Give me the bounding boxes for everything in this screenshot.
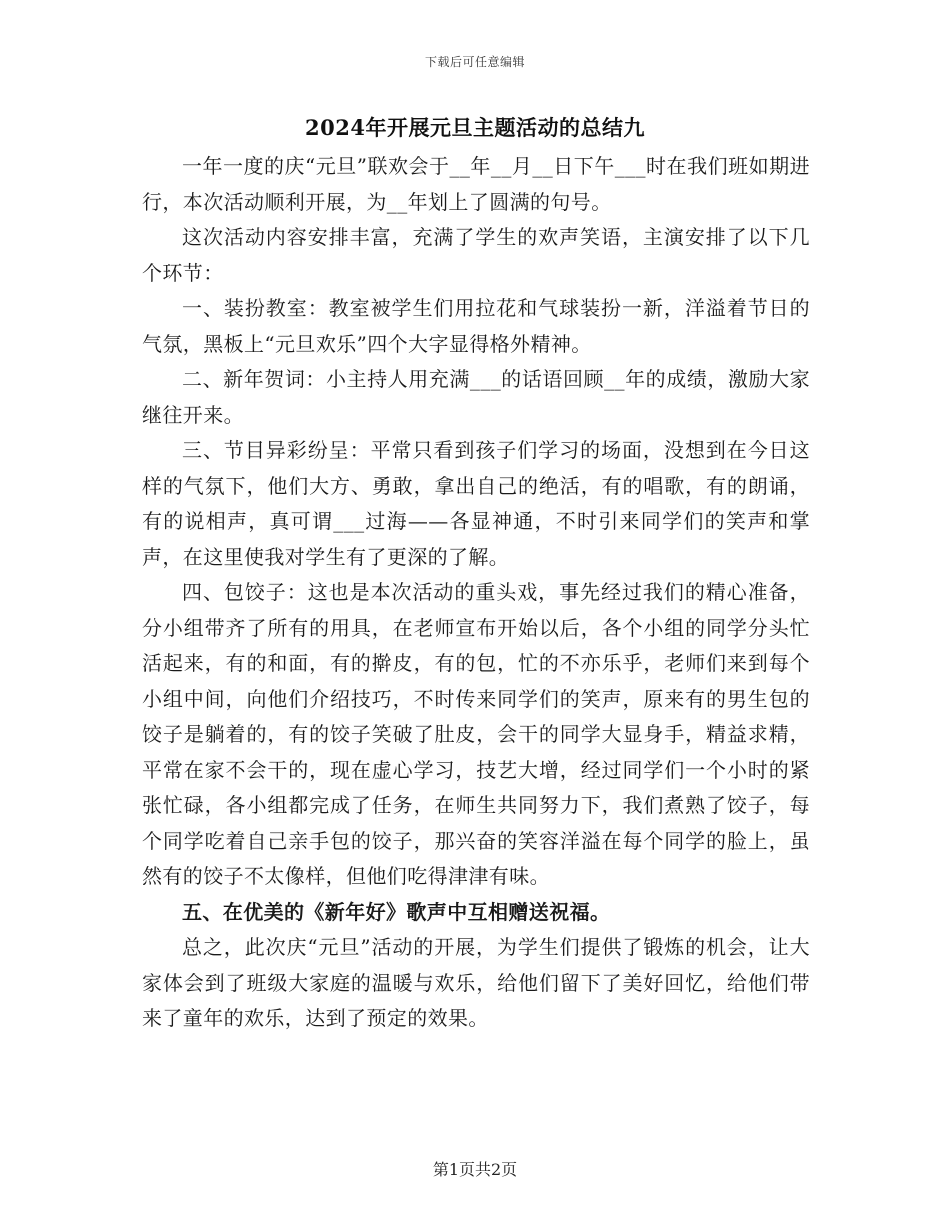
document-body	[142, 149, 810, 1037]
paragraph-section-2: 二、新年贺词：小主持人用充满___的话语回顾__年的成绩，激励大家继往开来。	[142, 367, 810, 427]
paragraph-intro: 一年一度的庆“元旦”联欢会于__年__月__日下午___时在我们班如期进行，本次活动顺利开展，为__年划上了圆满的句号。	[142, 154, 810, 214]
page-title: 2024年开展元旦主题活动的总结九	[305, 115, 645, 140]
page-number: 第1页共2页	[432, 1160, 518, 1179]
paragraph-overview: 这次活动内容安排丰富，充满了学生的欢声笑语，主演安排了以下几个环节：	[142, 225, 810, 285]
header-note: 下载后可任意编辑	[424, 55, 525, 69]
paragraph-section-4: 四、包饺子：这也是本次活动的重头戏，事先经过我们的精心准备，分小组带齐了所有的用具，在老师宣布开始以后，各个小组的同学分头忙活起来，有的和面，有的擀皮，有的包，忙的不亦乐乎，老师们来到每个小组中间，向他们介绍技巧，不时传来同学们的笑声，原来有的男生包的饺子是躺着的，有的饺子笑破了肚皮，会干的同学大显身手，精益求精，平常在家不会干的，现在虚心学习，技艺大增，经过同学们一个小时的紧张忙碌，各小组都完成了任务，在师生共同努力下，我们煮熟了饺子，每个同学吃着自己亲手包的饺子，那兴奋的笑容洋溢在每个同学的脸上，虽然有的饺子不太像样，但他们吃得津津有味。	[142, 580, 810, 888]
paragraph-section-3: 三、节目异彩纷呈：平常只看到孩子们学习的场面，没想到在今日这样的气氛下，他们大方、勇敢，拿出自己的绝活，有的唱歌，有的朗诵，有的说相声，真可谓___过海——各显神通，不时引来同学们的笑声和掌声，在这里使我对学生有了更深的了解。	[142, 438, 810, 569]
paragraph-conclusion: 总之，此次庆“元旦”活动的开展，为学生们提供了锻炼的机会，让大家体会到了班级大家庭的温暖与欢乐，给他们留下了美好回忆，给他们带来了童年的欢乐，达到了预定的效果。	[142, 935, 810, 1030]
paragraph-section-1: 一、装扮教室：教室被学生们用拉花和气球装扮一新，洋溢着节日的气氛，黑板上“元旦欢乐”四个大字显得格外精神。	[142, 296, 810, 356]
paragraph-section-5: 五、在优美的《新年好》歌声中互相赠送祝福。	[182, 899, 611, 924]
